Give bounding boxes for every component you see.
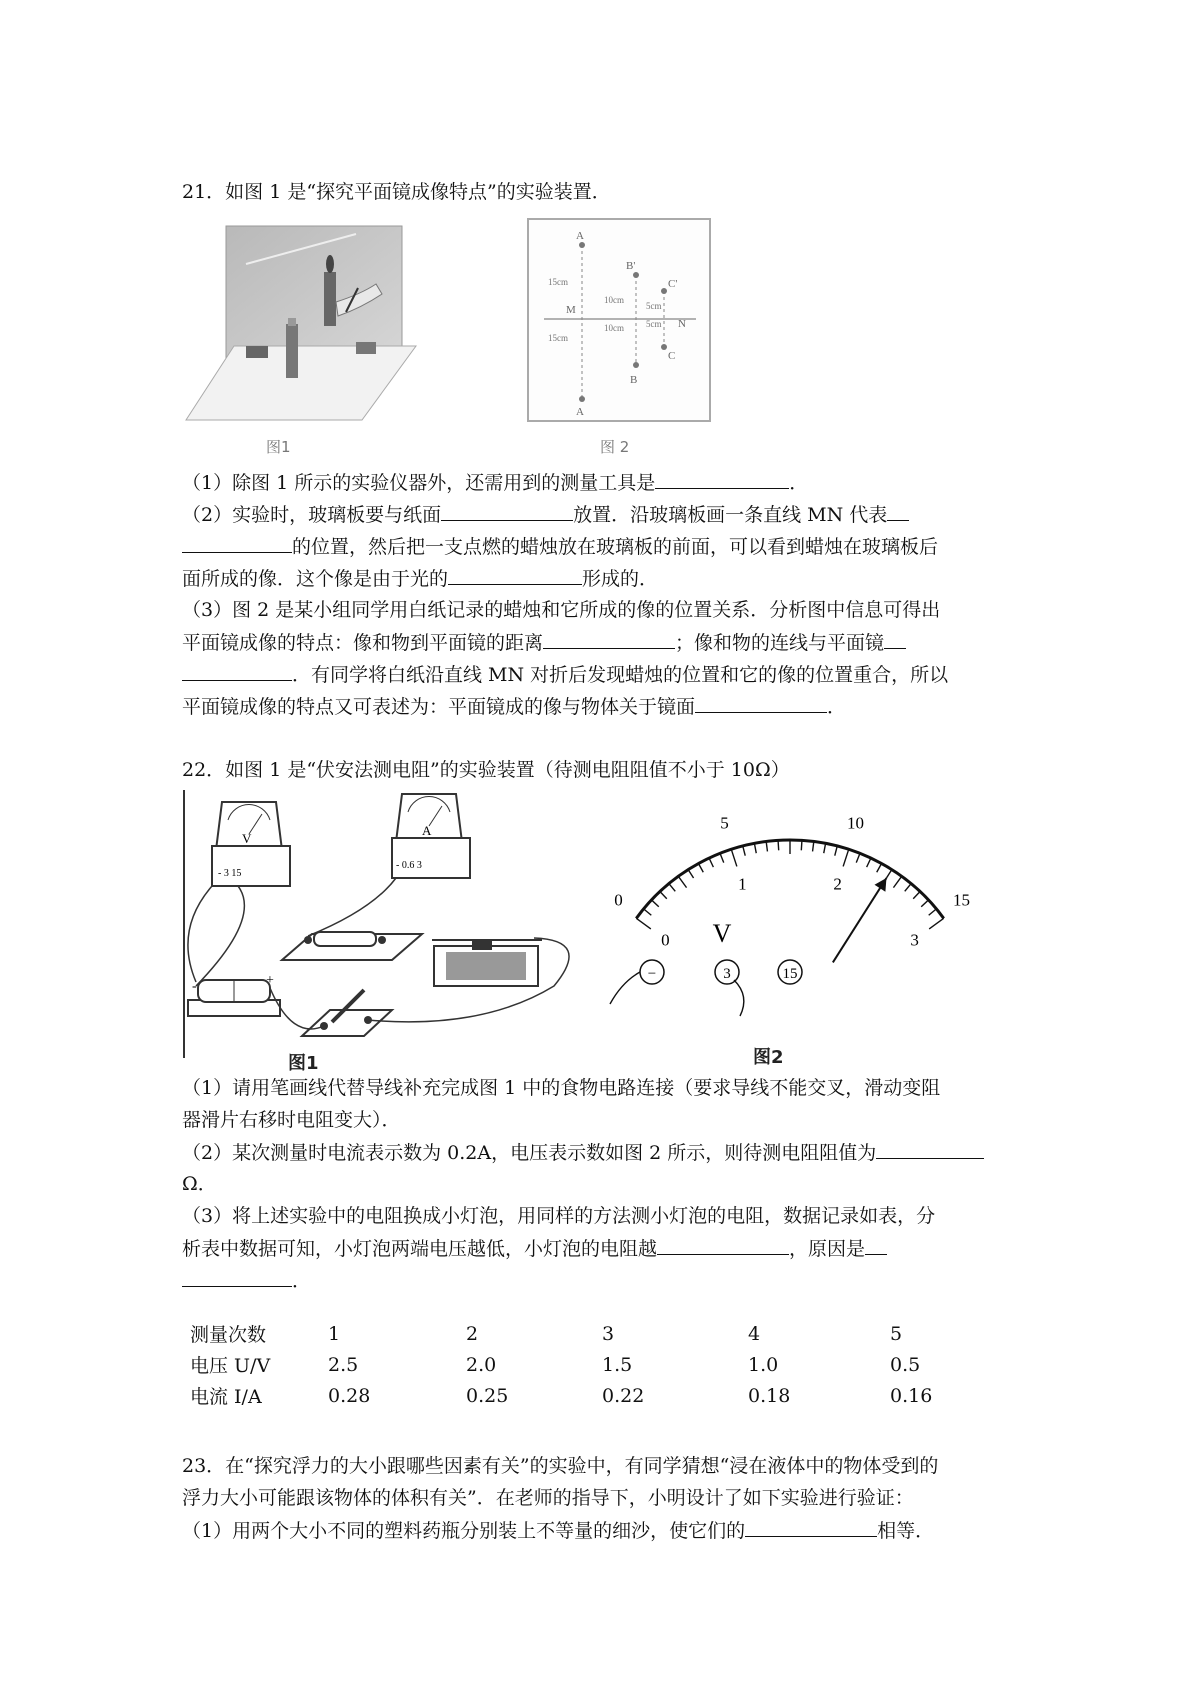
table-cell: 0.16 — [890, 1384, 933, 1407]
dial-pointer-head — [875, 878, 887, 892]
q22-voltmeter-dial — [614, 782, 971, 1018]
resistor — [282, 932, 422, 960]
table-cell: 1.5 — [602, 1353, 633, 1376]
dial-tick — [731, 849, 737, 866]
dial-tick — [709, 858, 713, 867]
table-row — [190, 1349, 970, 1380]
table-cell: 2 — [466, 1322, 479, 1345]
dial-tick — [824, 843, 826, 853]
q22-figure1-label: 图1 — [288, 1053, 319, 1074]
q21-figure2 — [526, 217, 712, 423]
dial-tick — [929, 909, 937, 915]
answer-blank[interactable] — [657, 1236, 789, 1255]
terminal-label: 3 — [723, 966, 731, 982]
dial-tick — [921, 900, 928, 907]
dial-tick — [893, 876, 901, 887]
q22-figure2-label: 图2 — [753, 1047, 784, 1068]
dial-tick — [688, 870, 693, 878]
fig2-dist-5-top: 5cm — [646, 301, 662, 311]
q21-part3-line4: 平面镜成像的特点又可表述为：平面镜成的像与物体关于镜面 ． — [182, 696, 847, 718]
q22-part1-line2: 器滑片右移时电阻变大）． — [182, 1109, 401, 1131]
table-cell: 2.5 — [328, 1353, 359, 1376]
table-cell: 0.28 — [328, 1384, 371, 1407]
fig2-label-A-top: A — [576, 230, 584, 242]
q21-part3-line2: 平面镜成像的特点：像和物到平面镜的距离 ；像和物的连线与平面镜 — [182, 630, 906, 655]
table-row-header: 电压 U/V — [190, 1355, 271, 1377]
dial-tick — [651, 900, 658, 907]
q21-part2-line2: 的位置，然后把一支点燃的蜡烛放在玻璃板的前面，可以看到蜡烛在玻璃板后 — [182, 534, 938, 559]
table-cell: 3 — [602, 1322, 615, 1345]
answer-blank[interactable] — [543, 630, 675, 649]
answer-blank[interactable] — [182, 534, 292, 553]
dial-tick — [720, 853, 724, 862]
dial-tick — [813, 841, 814, 851]
terminal-wire — [610, 972, 640, 1004]
answer-blank[interactable] — [876, 1140, 984, 1159]
q22-data-table — [190, 1318, 970, 1411]
answer-blank[interactable] — [884, 630, 906, 649]
q22-part2-line1: （2）某次测量时电流表示数为 0.2A，电压表示数如图 2 所示，则待测电阻阻值为 — [182, 1140, 984, 1165]
dial-tick — [929, 918, 944, 929]
table-cell: 5 — [890, 1322, 903, 1345]
voltmeter — [212, 802, 290, 886]
answer-blank[interactable] — [182, 1268, 292, 1287]
q22-title: 22．如图 1 是“伏安法测电阻”的实验装置（待测电阻阻值不小于 10Ω） — [182, 759, 790, 781]
battery-minus: - — [192, 979, 197, 994]
table-cell: 2.0 — [466, 1353, 497, 1376]
q22-part3-line1: （3）将上述实验中的电阻换成小灯泡，用同样的方法测小灯泡的电阻，数据记录如表，分 — [182, 1205, 936, 1227]
answer-blank[interactable] — [865, 1236, 887, 1255]
dial-tick — [913, 891, 920, 898]
dial-bottom-tick-label: 1 — [738, 874, 747, 894]
fig2-dist-15-bottom: 15cm — [548, 333, 568, 343]
fig2-label-A-bottom: A — [576, 406, 584, 418]
fig2-label-B-bottom: B — [630, 374, 638, 386]
answer-blank[interactable] — [182, 662, 292, 681]
dial-tick — [660, 891, 667, 898]
dial-tick — [905, 884, 911, 892]
fig2-label-M: M — [566, 304, 576, 316]
dial-bottom-tick-label: 3 — [910, 930, 919, 950]
fig2-dist-10-bottom: 10cm — [604, 323, 624, 333]
q21-part3-line3: ．有同学将白纸沿直线 MN 对折后发现蜡烛的位置和它的像的位置重合，所以 — [182, 662, 948, 687]
fig2-label-B-top: B' — [626, 260, 636, 272]
dial-tick — [754, 843, 756, 853]
table-row — [190, 1380, 970, 1411]
fig2-dist-10-top: 10cm — [604, 295, 624, 305]
answer-blank[interactable] — [745, 1518, 877, 1537]
q21-part3-line1: （3）图 2 是某小组同学用白纸记录的蜡烛和它所成的像的位置关系．分析图中信息可得出 — [182, 599, 941, 621]
q22-part3-line2: 析表中数据可知，小灯泡两端电压越低，小灯泡的电阻越 ，原因是 — [182, 1236, 887, 1261]
table-cell: 4 — [748, 1322, 761, 1345]
q21-part2-line1: （2）实验时，玻璃板要与纸面 放置．沿玻璃板画一条直线 MN 代表 — [182, 502, 909, 527]
dial-top-tick-label: 15 — [953, 890, 971, 910]
fig2-label-N: N — [678, 318, 686, 330]
dial-tick — [743, 846, 745, 856]
dial-tick — [678, 876, 686, 887]
fig2-dist-15-top: 15cm — [548, 277, 568, 287]
answer-blank[interactable] — [695, 694, 827, 713]
table-cell: 0.22 — [602, 1384, 645, 1407]
terminal-label: − — [647, 966, 657, 982]
q21-part1: （1）除图 1 所示的实验仪器外，还需用到的测量工具是 ． — [182, 472, 809, 494]
ammeter-terminals: - 0.6 3 — [396, 860, 422, 871]
fig2-label-C-bottom: C — [668, 350, 676, 362]
dial-tick — [669, 884, 675, 892]
dial-top-tick-label: 0 — [614, 890, 623, 910]
terminal-label: 15 — [782, 966, 798, 982]
voltmeter-letter: V — [242, 831, 252, 846]
q23-title-line2: 浮力大小可能跟该物体的体积有关”．在老师的指导下，小明设计了如下实验进行验证： — [182, 1487, 914, 1509]
dial-tick — [778, 840, 779, 850]
table-cell: 0.25 — [466, 1384, 509, 1407]
dial-tick — [801, 840, 802, 850]
dial-top-tick-label: 10 — [847, 813, 865, 833]
table-cell: 0.5 — [890, 1353, 921, 1376]
fig2-label-C-top: C' — [668, 278, 678, 290]
table-row — [190, 1318, 970, 1349]
q22-part1-line1: （1）请用笔画线代替导线补充完成图 1 中的食物电路连接（要求导线不能交叉，滑动变阻 — [182, 1077, 941, 1099]
fig2-dist-5-bottom: 5cm — [646, 319, 662, 329]
q22-part2-line2: Ω． — [182, 1173, 217, 1195]
q21-part2-line3: 面所成的像．这个像是由于光的 形成的． — [182, 568, 659, 590]
answer-blank[interactable] — [441, 502, 573, 521]
dial-bottom-tick-label: 0 — [661, 930, 670, 950]
dial-tick — [766, 841, 767, 851]
ammeter-letter: A — [422, 823, 432, 838]
q22-circuit-figure — [182, 790, 612, 1058]
q21-figure2-caption: 图 2 — [600, 438, 630, 456]
answer-blank[interactable] — [887, 502, 909, 521]
dial-tick — [856, 853, 860, 862]
q23-part1: （1）用两个大小不同的塑料药瓶分别装上不等量的细沙，使它们的 相等． — [182, 1520, 935, 1542]
table-row-header: 测量次数 — [190, 1324, 267, 1346]
rheostat — [432, 940, 542, 986]
table-cell: 0.18 — [748, 1384, 791, 1407]
voltmeter-terminals: - 3 15 — [218, 868, 242, 879]
dial-tick — [843, 849, 849, 866]
terminal-wire — [734, 980, 744, 1016]
dial-tick — [867, 858, 871, 867]
table-row-header: 电流 I/A — [190, 1386, 262, 1408]
answer-blank[interactable] — [655, 470, 789, 489]
q21-title: 21．如图 1 是“探究平面镜成像特点”的实验装置． — [182, 181, 611, 203]
ammeter — [392, 794, 470, 878]
answer-blank[interactable] — [448, 566, 582, 585]
dial-tick — [644, 909, 652, 915]
dial-tick — [835, 846, 837, 856]
q22-part3-line3: ． — [182, 1268, 311, 1293]
q21-figure1-caption: 图1 — [266, 438, 291, 456]
dial-tick — [877, 864, 882, 873]
dial-tick — [886, 870, 891, 878]
q23-title-line1: 23．在“探究浮力的大小跟哪些因素有关”的实验中，有同学猜想“浸在液体中的物体受到的 — [182, 1455, 939, 1477]
table-cell: 1.0 — [748, 1353, 779, 1376]
dial-tick — [698, 864, 703, 873]
table-cell: 1 — [328, 1322, 341, 1345]
q21-figure1 — [186, 224, 416, 450]
dial-unit-label: V — [712, 919, 732, 948]
dial-top-tick-label: 5 — [720, 813, 729, 833]
dial-tick — [636, 918, 651, 929]
dial-bottom-tick-label: 2 — [833, 874, 842, 894]
battery-plus: + — [266, 973, 274, 988]
